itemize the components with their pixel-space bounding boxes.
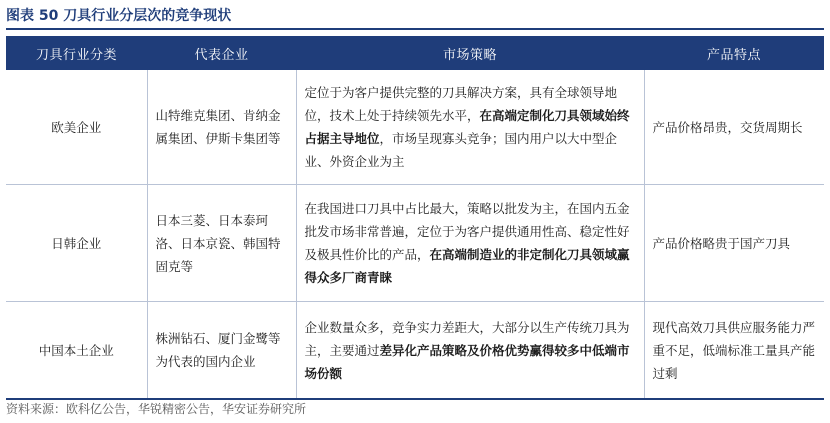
representatives-cell: 日本三菱、日本泰珂洛、日本京瓷、韩国特固克等 [147, 185, 296, 302]
category-cell: 欧美企业 [6, 70, 147, 185]
header-category: 刀具行业分类 [6, 36, 147, 70]
header-strategy: 市场策略 [296, 36, 644, 70]
features-cell: 现代高效刀具供应服务能力严重不足，低端标准工量具产能过剩 [644, 302, 824, 400]
caption-divider [6, 28, 824, 30]
category-cell: 中国本土企业 [6, 302, 147, 400]
table-row [6, 70, 824, 185]
strategy-text: 企业数量众多，竞争实力差距大，大部分以生产传统刀具为主，主要通过 [304, 319, 630, 358]
strategy-text-tail: ，市场呈现寡头竞争；国内用户以大中型企业、外资企业为主 [304, 131, 618, 169]
strategy-highlight: 在高端定制化刀具领域始终占据主导地位 [304, 108, 630, 146]
representatives-cell: 山特维克集团、肯纳金属集团、伊斯卡集团等 [147, 70, 296, 185]
table-row [6, 185, 824, 302]
category-cell: 日韩企业 [6, 185, 147, 302]
strategy-text: 定位于为客户提供完整的刀具解决方案，具有全球领导地位，技术上处于持续领先水平， [304, 85, 618, 123]
strategy-cell [296, 70, 644, 185]
header-representatives: 代表企业 [147, 36, 296, 70]
table-row [6, 302, 824, 400]
features-cell: 产品价格昂贵，交货周期长 [644, 70, 824, 185]
strategy-text: 在我国进口刀具中占比最大，策略以批发为主，在国内五金批发市场非常普遍，定位于为客户提供通用性高、稳定性好及极具性价比的产品， [304, 201, 630, 262]
competition-table [6, 36, 824, 400]
table-header-row [6, 36, 824, 70]
representatives-cell: 株洲钻石、厦门金鹭等为代表的国内企业 [147, 302, 296, 400]
features-cell: 产品价格略贵于国产刀具 [644, 185, 824, 302]
header-features: 产品特点 [644, 36, 824, 70]
strategy-highlight: 在高端制造业的非定制化刀具领域赢得众多厂商青睐 [304, 247, 630, 285]
strategy-highlight: 差异化产品策略及价格优势赢得较多中低端市场份额 [304, 342, 630, 381]
strategy-cell [296, 185, 644, 302]
figure-caption: 图表 50 刀具行业分层次的竞争现状 [6, 8, 232, 24]
source-note: 资料来源：欧科亿公告，华锐精密公告，华安证券研究所 [6, 402, 307, 416]
strategy-cell [296, 302, 644, 400]
